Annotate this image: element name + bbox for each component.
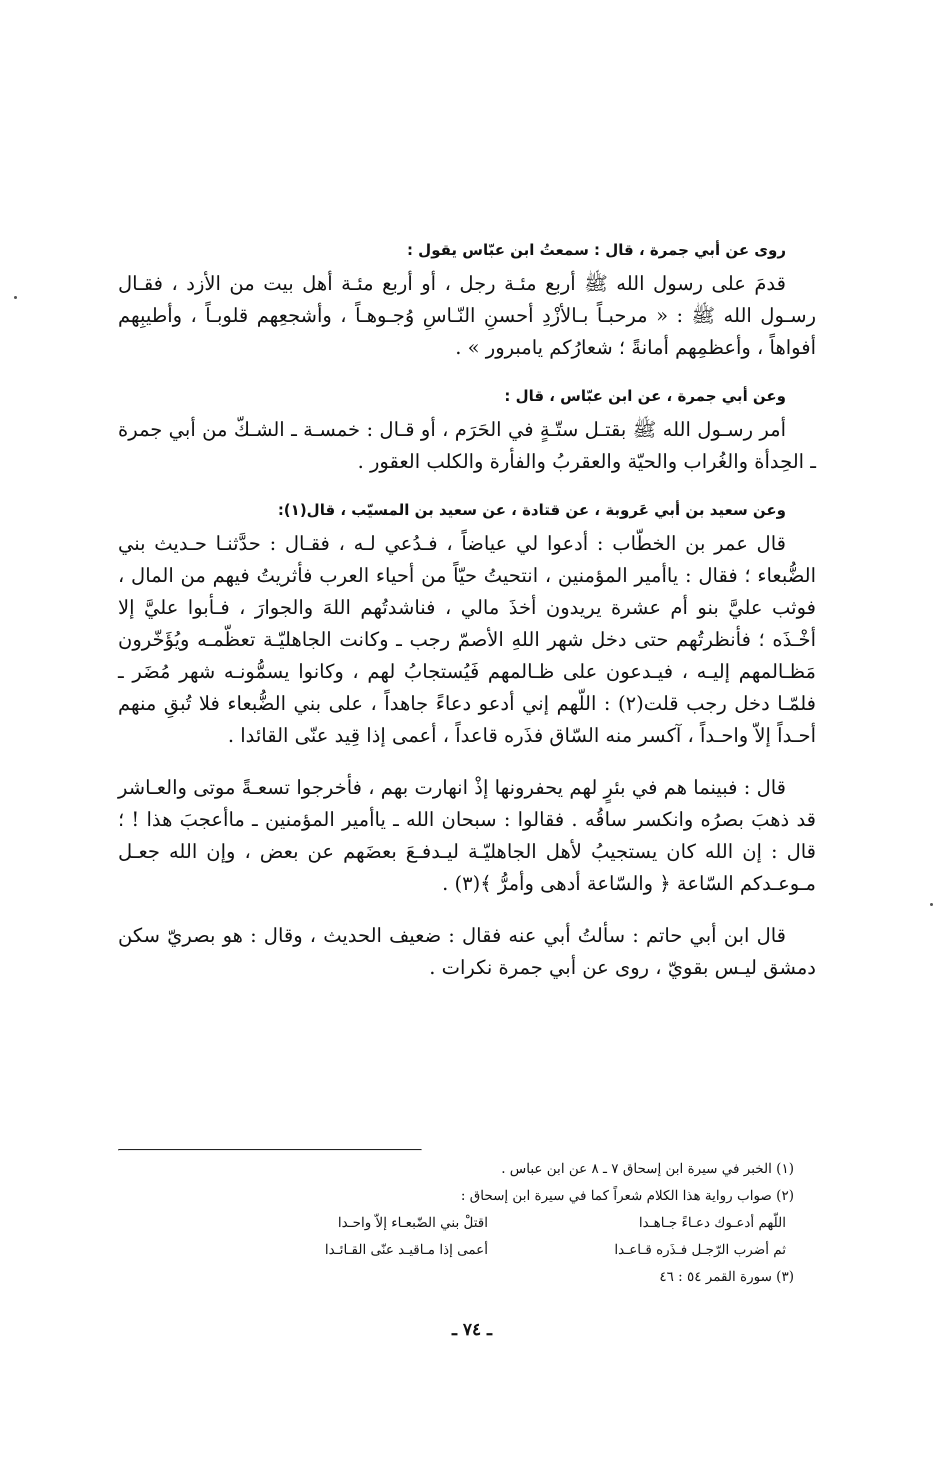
footnote-1: (١) الخبر في سيرة ابن إسحاق ٧ ـ ٨ عن ابن عباس . <box>501 1161 794 1177</box>
footnote-3: (٣) سورة القمر ٥٤ : ٤٦ <box>659 1269 794 1285</box>
scan-speck <box>14 296 17 299</box>
main-text <box>118 238 816 1004</box>
section-text: قال عمر بن الخطّاب : أدعوا لي عياضاً ، فـدُعي لـه ، فقـال : حدَّثنـا حـديث بني الضُّبعاء ؛ فقال : ياأمير المؤمنين ، انتحيتُ حيّاً من أحياء العرب فأثريتُ فيهم من المال ، فوثب عليَّ بنو أم عشرة يريدون أخذَ مالي ، فناشدتُهم اللهَ والجوارَ ، فـأبوا عليَّ إلا أخْـذَه ؛ فأنظرتُهم حتى دخل شهر اللهِ الأصمّ رجب ـ وكانت الجاهليّـة تعظّمـه ويُؤَخّرون مَظـالمهم إليـه ، فيـدعون على ظـالمهم فَيُستجابُ لهم ، وكانوا يسمُّونـه شهر مُضَر ـ فلمّـا دخل رجب قلت(٢) : اللّهم إني أدعو دعاءً جاهداً ، على بني الضُّبعاء فلا تُبقِ منهم أحـداً إلاّ واحـداً ، آكسر منه السّاق فذَره قاعداً ، أعمى إذا قِيد عنّى القائدا . <box>118 532 816 747</box>
verse-line-2 <box>118 1237 816 1264</box>
verse-hemistich: اللّهم أدعـوك دعـاءً جـاهـدا <box>638 1215 786 1231</box>
section-2 <box>118 384 816 478</box>
section-intro: وعن سعيد بن أبي عَروبة ، عن قتادة ، عن سعيد بن المسيّب ، قال(١): <box>277 501 786 519</box>
verse-hemistich: اقتلْ بني الضّبعـاء إلاّ واحـدا <box>337 1215 488 1231</box>
section-text: قال : فبينما هم في بئرٍ لهم يحفرونها إذْ انهارت بهم ، فأخرجوا تسعـةً موتى والعـاشر قد ذهبَ بصرُه وانكسر ساقُه . فقالوا : سبحان الله ـ ياأمير المؤمنين ـ ماأعجبَ هذا ! ؛ قال : إن الله كان يستجيبُ لأهل الجاهليّـة ليـدفـعَ بعضَهم عن بعض ، وإن الله جعـل مـوعـدكم السّاعة ﴿ والسّاعة أدهى وأمرُّ ﴾(٣) . <box>118 776 816 895</box>
section-4 <box>118 772 816 900</box>
verse-hemistich: أعمى إذا مـاقيـد عنّى القـائـدا <box>324 1242 488 1258</box>
footnote-divider <box>118 1149 422 1151</box>
section-5 <box>118 920 816 984</box>
footnotes <box>118 1156 816 1291</box>
section-3 <box>118 498 816 752</box>
section-1 <box>118 238 816 364</box>
section-text: أمر رسـول الله ﷺ بقتـل ستّـةٍ في الحَرَم ، أو قـال : خمسـة ـ الشـكّ من أبي جمرة ـ الحِدأة والغُراب والحيّة والعقربُ والفأرة والكلب العقور . <box>118 418 816 473</box>
section-intro: وعن أبي جمرة ، عن ابن عبّاس ، قال : <box>504 387 786 405</box>
section-text: قدمَ على رسول الله ﷺ أربع مئـة رجل ، أو أربع مئـة أهل بيت من الأزد ، فقـال رسـول الله ﷺ : « مرحبـاً بـالأزْدِ أحسنِ النّـاسِ وُجـوهـاً ، وأشجعِهم قلوبـاً ، وأطيبِهم أفواهاً ، وأعظمِهم أمانةً ؛ شعارُكم يامبرور » . <box>118 272 816 359</box>
verse-hemistich: ثم أضرب الرّجـل فـذَره قـاعـدا <box>614 1242 786 1258</box>
scan-speck <box>930 903 933 906</box>
verse-line-1 <box>118 1210 816 1237</box>
section-text: قال ابن أبي حاتم : سألتُ أبي عنه فقال : ضعيف الحديث ، وقال : هو بصريّ سكن دمشق ليـس بقويّ ، روى عن أبي جمرة نكرات . <box>118 924 816 979</box>
footnote-2: (٢) صواب رواية هذا الكلام شعراً كما في سيرة ابن إسحاق : <box>460 1188 794 1204</box>
section-intro: روى عن أبي جمرة ، قال : سمعتُ ابن عبّاس يقول : <box>406 241 786 259</box>
page-number: ـ ٧٤ ـ <box>451 1320 493 1340</box>
